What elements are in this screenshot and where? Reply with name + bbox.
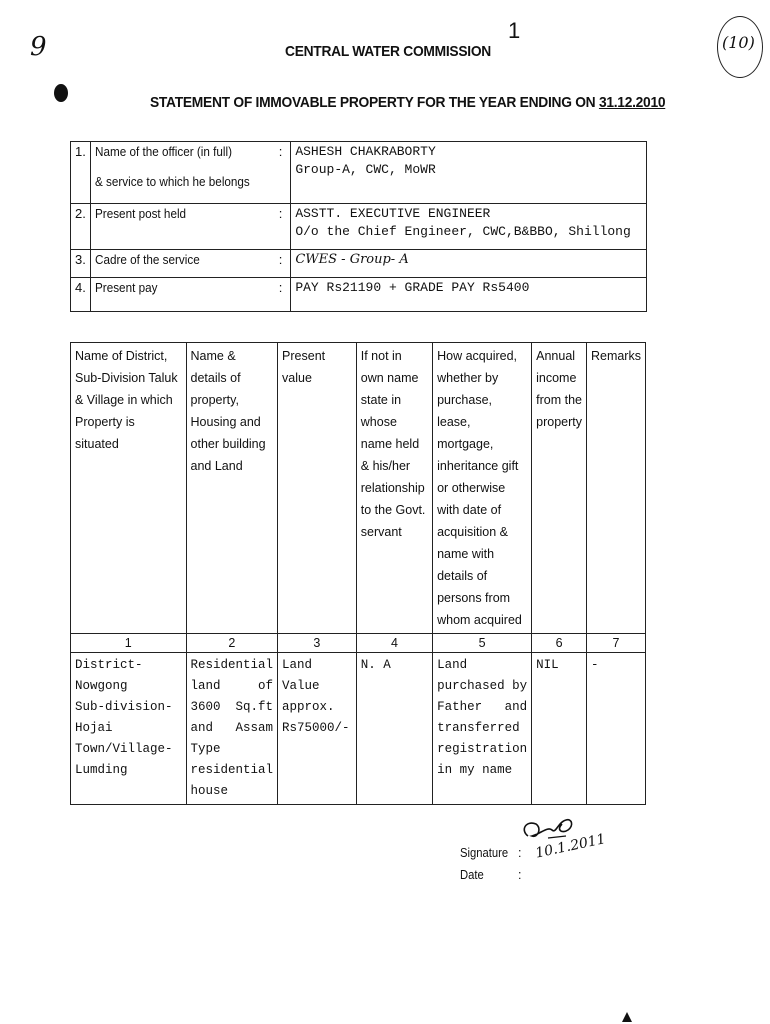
header-whose-name: If not in own name state in whose name held & his/her relationship to the Govt. servant [356, 343, 432, 634]
info-label-cell [90, 204, 270, 250]
column-number: 2 [186, 634, 278, 653]
column-number: 5 [433, 634, 532, 653]
signature-label: Signature [460, 846, 509, 860]
signature-date: 10.1.2011 [534, 831, 608, 862]
column-number: 7 [586, 634, 645, 653]
page-mark: 1 [508, 18, 521, 43]
info-num: 1. [71, 142, 91, 204]
folio-stamp [717, 16, 763, 78]
info-row-name [71, 142, 647, 204]
margin-bullet [54, 84, 68, 102]
org-title: CENTRAL WATER COMMISSION [285, 43, 492, 60]
column-number: 4 [356, 634, 432, 653]
info-label-cell [90, 142, 270, 204]
info-label: Name of the officer (in full) [94, 144, 232, 159]
statement-title [150, 94, 665, 111]
signature-sep: : [518, 846, 522, 860]
corner-arrow [622, 1012, 632, 1022]
details-cell: Residential land of 3600 Sq.ft and Assam Type residential house [186, 653, 278, 805]
sub-division: Sub-division- Hojai [75, 700, 173, 735]
officer-service: Group-A, CWC, MoWR [295, 162, 436, 177]
info-sep: : [271, 204, 291, 250]
pay-value: PAY Rs21190 + GRADE PAY Rs5400 [291, 278, 647, 312]
info-row-cadre [71, 250, 647, 278]
column-number: 3 [278, 634, 357, 653]
info-sep: : [271, 142, 291, 204]
info-sep: : [271, 278, 291, 312]
cadre-value: CWES - Group- A [291, 250, 647, 278]
header-value: Present value [278, 343, 357, 634]
title-text: STATEMENT OF IMMOVABLE PROPERTY FOR THE YEAR ENDING ON [150, 94, 599, 111]
info-label: Cadre of the service [94, 252, 200, 267]
margin-mark-left: 9 [30, 32, 47, 62]
header-how-acquired: How acquired, whether by purchase, lease, mortgage, inheritance gift or otherwise with date of acquisition & name with details of persons from whom acquired [433, 343, 532, 634]
table-row [71, 653, 646, 805]
date-label: Date [460, 868, 484, 882]
column-number: 1 [71, 634, 187, 653]
info-label: Present post held [94, 206, 186, 221]
info-label-cell [90, 278, 270, 312]
town-village: Town/Village- Lumding [75, 742, 173, 777]
income-cell: NIL [532, 653, 587, 805]
info-row-post [71, 204, 647, 250]
info-label: Present pay [94, 280, 158, 295]
info-sep: : [271, 250, 291, 278]
whose-name-cell: N. A [356, 653, 432, 805]
column-number: 6 [532, 634, 587, 653]
officer-info-table [70, 141, 647, 312]
title-date: 31.12.2010 [598, 94, 666, 111]
district: District- Nowgong [75, 658, 143, 693]
folio-number: (10) [722, 33, 755, 52]
date-sep: : [518, 868, 522, 882]
info-num: 4. [71, 278, 91, 312]
header-remarks: Remarks [586, 343, 645, 634]
officer-name: ASHESH CHAKRABORTY [295, 144, 436, 159]
property-table [70, 342, 646, 805]
info-label-cell [90, 250, 270, 278]
table-header-row [71, 343, 646, 634]
column-number-row [71, 634, 646, 653]
info-label-2: & service to which he belongs [94, 174, 250, 189]
info-value-cell [291, 142, 647, 204]
value-cell: Land Value approx. Rs75000/- [278, 653, 357, 805]
post-held: ASSTT. EXECUTIVE ENGINEER [295, 206, 491, 221]
header-details: Name & details of property, Housing and other building and Land [186, 343, 278, 634]
remarks-cell: - [586, 653, 645, 805]
info-value-cell [291, 204, 647, 250]
location-cell [71, 653, 187, 805]
post-office: O/o the Chief Engineer, CWC,B&BBO, Shillong [295, 224, 631, 239]
header-location: Name of District, Sub-Division Taluk & Village in which Property is situated [71, 343, 187, 634]
header-income: Annual income from the property [532, 343, 587, 634]
info-num: 2. [71, 204, 91, 250]
info-row-pay [71, 278, 647, 312]
info-num: 3. [71, 250, 91, 278]
how-acquired-cell: Land purchased by Father and transferred registration in my name [433, 653, 532, 805]
